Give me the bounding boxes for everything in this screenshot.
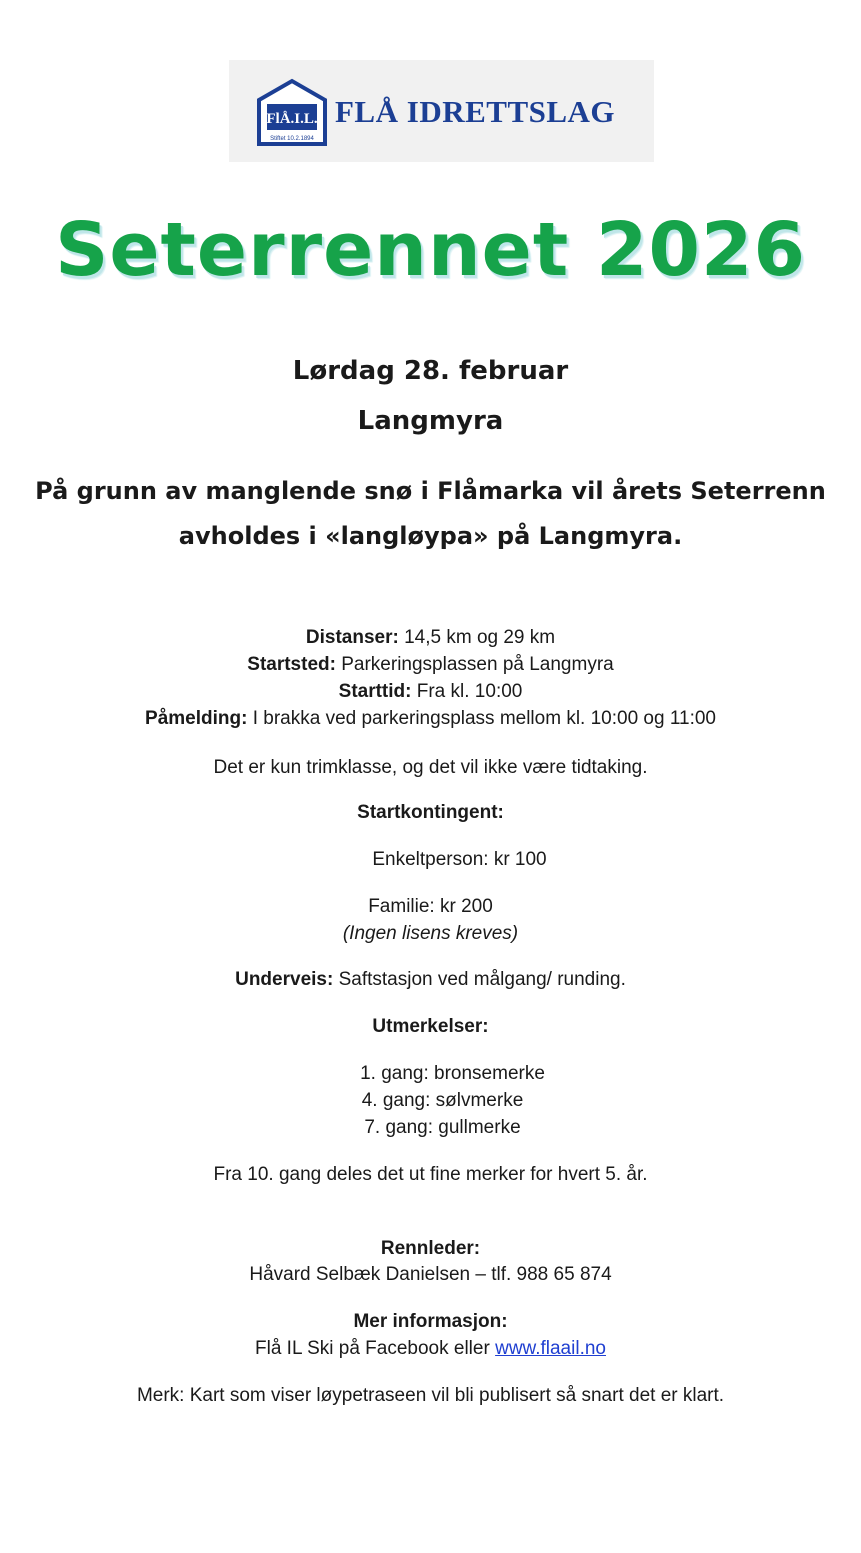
more-info-text: Flå IL Ski på Facebook eller [255,1338,496,1359]
award-item: 7. gang: gullmerke [364,1117,521,1138]
award-item: 1. gang: bronsemerke [360,1063,545,1084]
logo-founded-text: Stiftet 10.2.1894 [270,136,314,142]
logo-emblem-text: FlÅ.I.L. [266,111,318,127]
award-item: 4. gang: sølvmerke [361,1090,524,1111]
club-logo [229,60,654,162]
more-info-line [0,1335,861,1362]
start-time-line [0,678,861,705]
event-date: Lørdag 28. februar [292,356,569,386]
distances-line [0,624,861,651]
registration-label: Påmelding: [145,708,248,729]
fee-heading: Startkontingent: [357,802,504,823]
start-place-label: Startsted: [247,654,336,675]
trim-note: Det er kun trimklasse, og det vil ikke være tidtaking. [213,757,648,778]
map-note: Merk: Kart som viser løypetraseen vil bli publisert så snart det er klart. [136,1385,725,1406]
start-place-value: Parkeringsplassen på Langmyra [335,654,614,675]
house-emblem-icon [255,78,329,148]
en-route-value: Saftstasjon ved målgang/ runding. [333,969,626,990]
fee-individual: Enkeltperson: kr 100 [372,849,547,870]
more-info-heading: Mer informasjon: [353,1311,508,1332]
website-link[interactable]: www.flaail.no [495,1338,606,1359]
race-leader-heading: Rennleder: [380,1238,481,1259]
race-leader-contact: Håvard Selbæk Danielsen – tlf. 988 65 874 [249,1264,612,1285]
start-time-value: Fra kl. 10:00 [411,681,523,702]
notice-line-2: avholdes i «langløypa» på Langmyra. [178,522,683,550]
fee-family: Familie: kr 200 [368,896,493,917]
distances-label: Distanser: [305,627,399,648]
start-place-line [0,651,861,678]
en-route-line [0,966,861,993]
awards-heading: Utmerkelser: [372,1016,489,1037]
registration-line [0,705,861,732]
awards-note: Fra 10. gang deles det ut fine merker for hvert 5. år. [213,1164,648,1185]
distances-value: 14,5 km og 29 km [398,627,556,648]
page-title: Seterrennet 2026 [55,207,806,293]
event-location: Langmyra [357,406,504,436]
club-name: FLÅ IDRETTSLAG [335,94,616,129]
registration-value: I brakka ved parkeringsplass mellom kl. 10:00 og 11:00 [247,708,716,729]
start-time-label: Starttid: [338,681,412,702]
notice-line-1: På grunn av manglende snø i Flåmarka vil årets Seterrenn [35,477,826,505]
license-note: (Ingen lisens kreves) [342,923,519,944]
en-route-label: Underveis: [235,969,334,990]
